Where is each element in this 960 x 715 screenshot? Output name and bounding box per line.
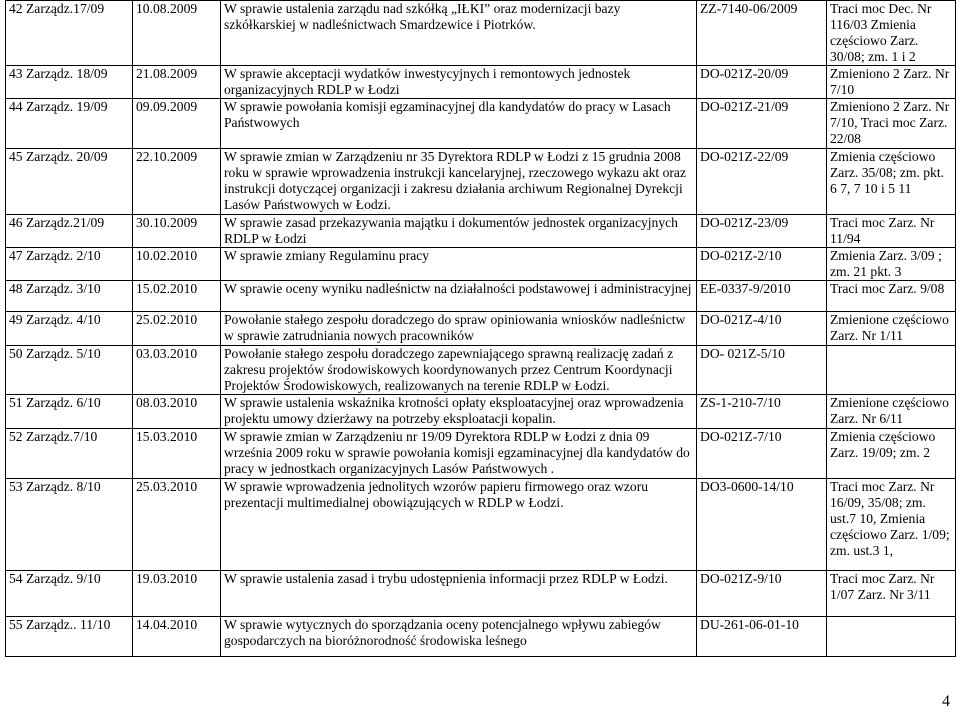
title-cell: W sprawie ustalenia zarządu nad szkółką „IŁKI” oraz modernizacji bazy szkółkarskiej w nadleśnictwach Smardzewice i Piotrków. [221,1,697,66]
title-cell: W sprawie wytycznych do sporządzania oceny potencjalnego wpływu zabiegów gospodarczych na bioróżnorodność środowiska leśnego [221,617,697,657]
remarks-cell: Traci moc Dec. Nr 116/03 Zmienia częściowo Zarz. 30/08; zm. 1 i 2 [827,1,956,66]
title-cell: W sprawie powołania komisji egzaminacyjnej dla kandydatów do pracy w Lasach Państwowych [221,99,697,149]
order-number-cell: 47 Zarządz. 2/10 [6,248,133,281]
remarks-cell: Zmienia częściowo Zarz. 35/08; zm. pkt. 6 7, 7 10 i 5 11 [827,149,956,215]
date-cell: 03.03.2010 [133,346,221,395]
remarks-cell [827,346,956,395]
table-row [6,395,956,429]
title-cell: W sprawie akceptacji wydatków inwestycyjnych i remontowych jednostek organizacyjnych RDLP w Łodzi [221,66,697,99]
reference-sign-cell: ZZ-7140-06/2009 [697,1,827,66]
order-number-cell: 54 Zarządz. 9/10 [6,571,133,617]
title-cell: W sprawie zmian w Zarządzeniu nr 19/09 Dyrektora RDLP w Łodzi z dnia 09 września 2009 roku w sprawie powołania komisji egzaminacyjnej dla kandydatów do pracy w jednostkach organizacyjnych Lasów Państwowych . [221,429,697,479]
remarks-cell: Zmienia Zarz. 3/09 ; zm. 21 pkt. 3 [827,248,956,281]
title-cell: W sprawie zmiany Regulaminu pracy [221,248,697,281]
reference-sign-cell: DO-021Z-7/10 [697,429,827,479]
remarks-cell: Zmienia częściowo Zarz. 19/09; zm. 2 [827,429,956,479]
reference-sign-cell: DO-021Z-20/09 [697,66,827,99]
date-cell: 08.03.2010 [133,395,221,429]
title-cell: W sprawie wprowadzenia jednolitych wzorów papieru firmowego oraz wzoru prezentacji multimedialnej obowiązujących w RDLP w Łodzi. [221,479,697,571]
order-number-cell: 52 Zarządz.7/10 [6,429,133,479]
reference-sign-cell: DO-021Z-23/09 [697,215,827,248]
order-number-cell: 49 Zarządz. 4/10 [6,312,133,346]
reference-sign-cell: DO-021Z-9/10 [697,571,827,617]
table-row [6,281,956,312]
date-cell: 10.08.2009 [133,1,221,66]
remarks-cell: Traci moc Zarz. Nr 1/07 Zarz. Nr 3/11 [827,571,956,617]
reference-sign-cell: DO3-0600-14/10 [697,479,827,571]
date-cell: 19.03.2010 [133,571,221,617]
title-cell: W sprawie zmian w Zarządzeniu nr 35 Dyrektora RDLP w Łodzi z 15 grudnia 2008 roku w sprawie wprowadzenia instrukcji kancelaryjnej, rzeczowego wykazu akt oraz instrukcji dotyczącej organizacji i zakresu działania archiwum Regionalnej Dyrekcji Lasów Państwowych w Łodzi. [221,149,697,215]
table-row [6,571,956,617]
table-row [6,617,956,657]
title-cell: W sprawie ustalenia zasad i trybu udostępnienia informacji przez RDLP w Łodzi. [221,571,697,617]
title-cell: W sprawie zasad przekazywania majątku i dokumentów jednostek organizacyjnych RDLP w Łodzi [221,215,697,248]
order-number-cell: 46 Zarządz.21/09 [6,215,133,248]
reference-sign-cell: ZS-1-210-7/10 [697,395,827,429]
order-number-cell: 42 Zarządz.17/09 [6,1,133,66]
order-number-cell: 50 Zarządz. 5/10 [6,346,133,395]
title-cell: W sprawie oceny wyniku nadleśnictw na działalności podstawowej i administracyjnej [221,281,697,312]
table-row [6,66,956,99]
remarks-cell: Zmienione częściowo Zarz. Nr 6/11 [827,395,956,429]
table-row [6,346,956,395]
reference-sign-cell: DO-021Z-2/10 [697,248,827,281]
remarks-cell [827,617,956,657]
table-row [6,149,956,215]
table-row [6,1,956,66]
remarks-cell: Traci moc Zarz. 9/08 [827,281,956,312]
date-cell: 25.03.2010 [133,479,221,571]
order-number-cell: 51 Zarządz. 6/10 [6,395,133,429]
order-number-cell: 44 Zarządz. 19/09 [6,99,133,149]
remarks-cell: Zmieniono 2 Zarz. Nr 7/10, Traci moc Zarz. 22/08 [827,99,956,149]
table-row [6,429,956,479]
table-row [6,215,956,248]
table-row [6,312,956,346]
document-page [5,0,955,715]
date-cell: 21.08.2009 [133,66,221,99]
date-cell: 10.02.2010 [133,248,221,281]
reference-sign-cell: DO- 021Z-5/10 [697,346,827,395]
date-cell: 15.03.2010 [133,429,221,479]
date-cell: 30.10.2009 [133,215,221,248]
date-cell: 14.04.2010 [133,617,221,657]
order-number-cell: 55 Zarządz.. 11/10 [6,617,133,657]
register-table [5,0,956,657]
table-row [6,99,956,149]
table-row [6,248,956,281]
title-cell: Powołanie stałego zespołu doradczego zapewniającego sprawną realizację zadań z zakresu projektów środowiskowych koordynowanych przez Centrum Koordynacji Projektów Środowiskowych, realizowanych na terenie RDLP w Łodzi. [221,346,697,395]
remarks-cell: Traci moc Zarz. Nr 11/94 [827,215,956,248]
title-cell: Powołanie stałego zespołu doradczego do spraw opiniowania wniosków nadleśnictw w sprawie zatrudniania nowych pracowników [221,312,697,346]
register-table-body [6,1,956,657]
order-number-cell: 53 Zarządz. 8/10 [6,479,133,571]
reference-sign-cell: DO-021Z-4/10 [697,312,827,346]
date-cell: 15.02.2010 [133,281,221,312]
order-number-cell: 43 Zarządz. 18/09 [6,66,133,99]
date-cell: 09.09.2009 [133,99,221,149]
date-cell: 25.02.2010 [133,312,221,346]
remarks-cell: Zmienione częściowo Zarz. Nr 1/11 [827,312,956,346]
reference-sign-cell: EE-0337-9/2010 [697,281,827,312]
title-cell: W sprawie ustalenia wskaźnika krotności opłaty eksploatacyjnej oraz wprowadzenia projektu umowy dzierżawy na potrzeby eksploatacji kopalin. [221,395,697,429]
remarks-cell: Traci moc Zarz. Nr 16/09, 35/08; zm. ust.7 10, Zmienia częściowo Zarz. 1/09; zm. ust.3 1, [827,479,956,571]
reference-sign-cell: DO-021Z-22/09 [697,149,827,215]
date-cell: 22.10.2009 [133,149,221,215]
reference-sign-cell: DU-261-06-01-10 [697,617,827,657]
page-number: 4 [942,693,950,710]
table-row [6,479,956,571]
remarks-cell: Zmieniono 2 Zarz. Nr 7/10 [827,66,956,99]
reference-sign-cell: DO-021Z-21/09 [697,99,827,149]
order-number-cell: 48 Zarządz. 3/10 [6,281,133,312]
order-number-cell: 45 Zarządz. 20/09 [6,149,133,215]
